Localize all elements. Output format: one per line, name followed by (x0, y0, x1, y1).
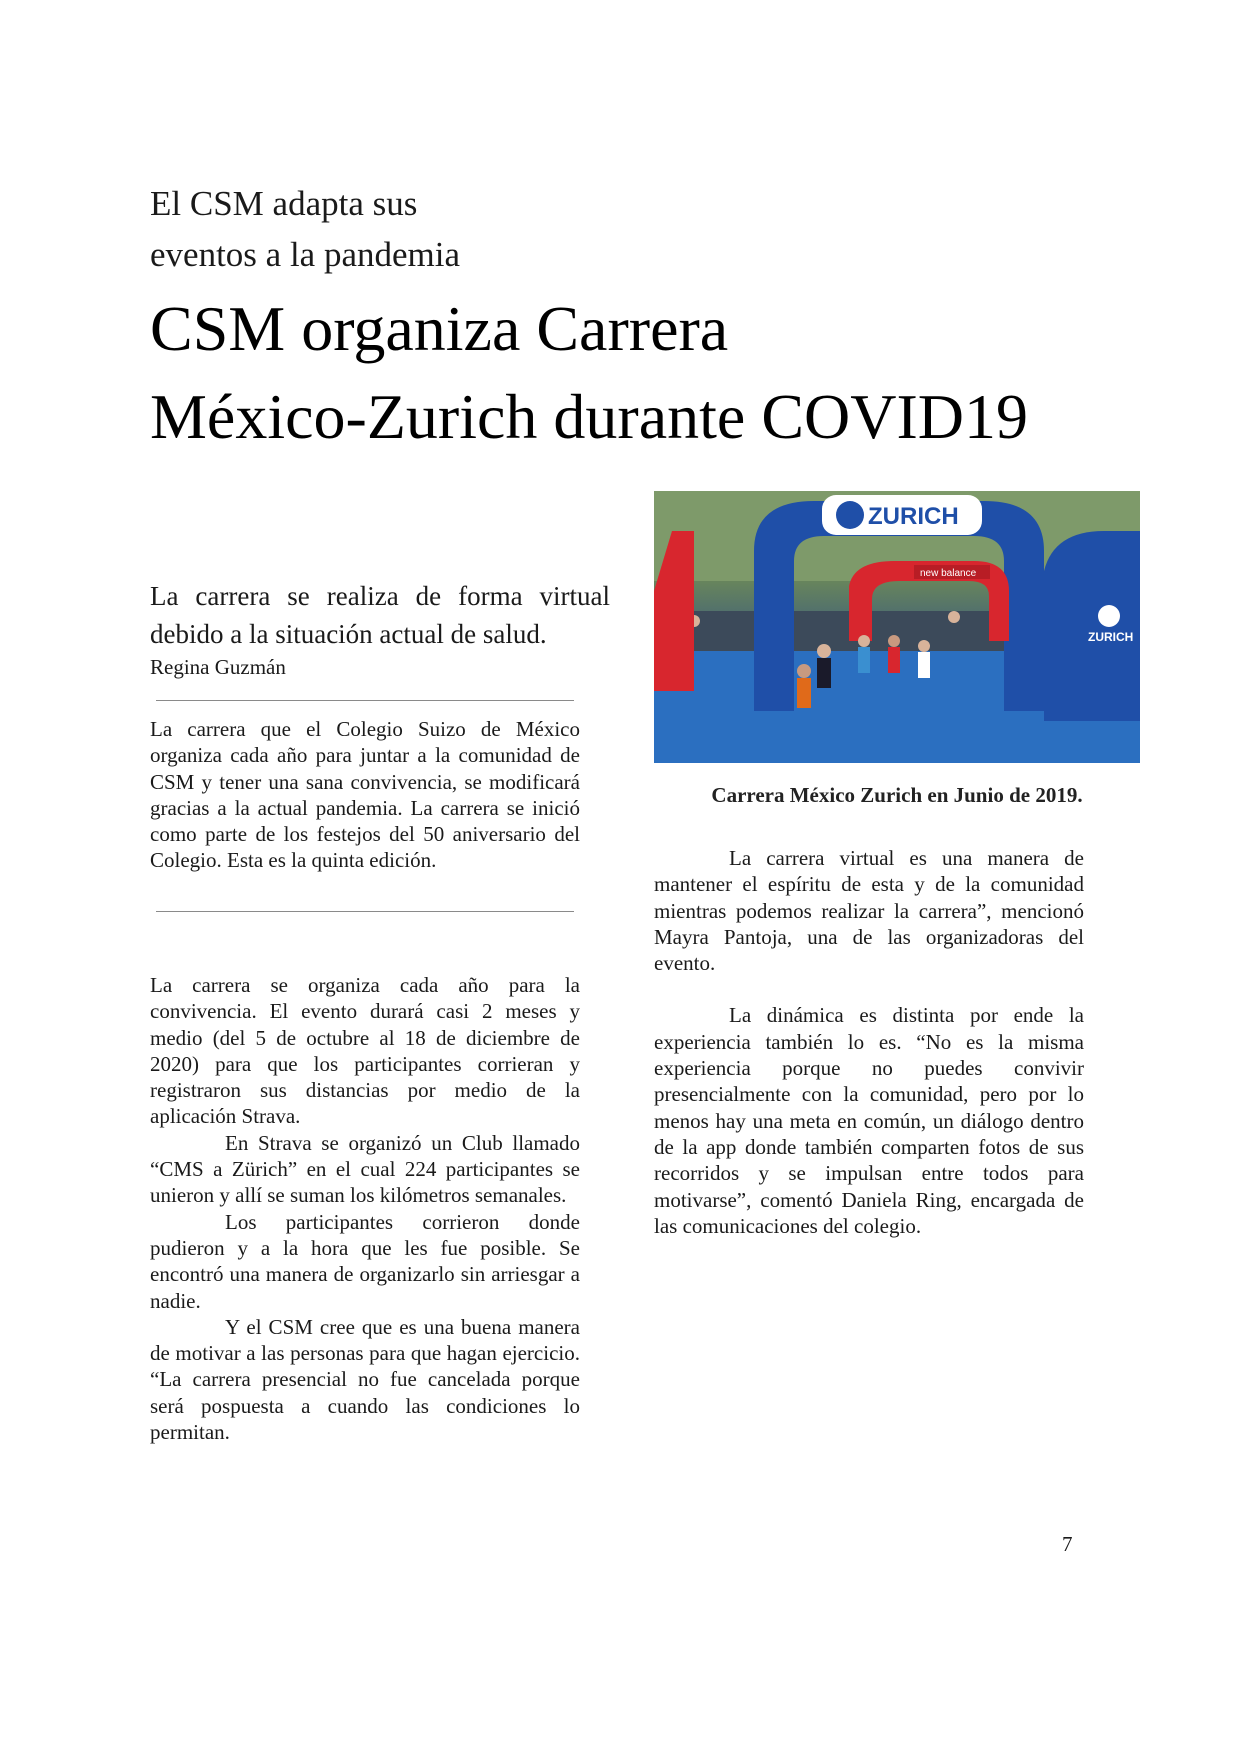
runner (797, 664, 811, 708)
body-paragraph: Y el CSM cree que es una buena manera de motivar a las personas para que hagan ejercicio. “La carrera presencial no fue cancelada porque será pospuesta a cuando las condiciones lo permitan. (150, 1314, 580, 1445)
zurich-logo-icon (836, 501, 864, 529)
body-paragraph: La carrera virtual es una manera de mantener el espíritu de esta y de la comunidad mientras podemos realizar la carrera”, mencionó Mayra Pantoja, una de las organizadoras del evento. (654, 846, 1084, 976)
intro-box (150, 716, 580, 874)
runner (817, 644, 831, 688)
banner-text: new balance (920, 568, 977, 579)
kicker-line-1: El CSM adapta sus (150, 184, 418, 223)
article-headline (150, 285, 1028, 461)
body-paragraph: La carrera se organiza cada año para la convivencia. El evento durará casi 2 meses y medio (del 5 de octubre al 18 de diciembre de 2020) para que los participantes corrieran y registraron sus distancias por medio de la aplicación Strava. (150, 973, 580, 1129)
intro-paragraph: La carrera que el Colegio Suizo de México organiza cada año para juntar a la comunidad de CSM y tener una sana convivencia, se modificará gracias a la actual pandemia. La carrera se inició como parte de los festejos del 50 aniversario del Colegio. Esta es la quinta edición. (150, 717, 580, 873)
runner (918, 640, 930, 678)
article-kicker (150, 178, 460, 280)
kicker-line-2: eventos a la pandemia (150, 235, 461, 274)
headline-line-1: CSM organiza Carrera (150, 293, 729, 364)
left-column-body (150, 972, 580, 1445)
side-brand-text: ZURICH (1088, 630, 1134, 644)
race-photo (654, 491, 1140, 763)
runner (888, 635, 900, 673)
body-paragraph: La dinámica es distinta por ende la experiencia también lo es. “No es la misma experiencia porque no puedes convivir presencialmente con la comunidad, pero por lo menos hay una meta en común, un diálogo dentro de la app donde también comparten fotos de sus recorridos y se impulsan entre todos para motivarse”, comentó Daniela Ring, encargada de las comunicaciones del colegio. (654, 1003, 1084, 1238)
zurich-logo-icon (1098, 605, 1120, 627)
photo-caption: Carrera México Zurich en Junio de 2019. (711, 783, 1083, 807)
headline-line-2: México-Zurich durante COVID19 (150, 381, 1028, 452)
body-paragraph: Los participantes corrieron donde pudieron y a la hora que les fue posible. Se encontró una manera de organizarlo sin arriesgar a nadie. (150, 1209, 580, 1313)
race-photo-illustration (654, 491, 1140, 763)
right-column-body (654, 845, 1084, 1239)
article-lede: La carrera se realiza de forma virtual debido a la situación actual de salud. (150, 581, 610, 649)
divider-top (156, 700, 574, 701)
divider-bottom (156, 911, 574, 912)
runner (858, 635, 870, 673)
body-paragraph: En Strava se organizó un Club llamado “CMS a Zürich” en el cual 224 participantes se unieron y allí se suman los kilómetros semanales. (150, 1130, 580, 1208)
article-author: Regina Guzmán (150, 655, 286, 679)
right-arch (1044, 531, 1140, 721)
arch-brand-text: ZURICH (868, 503, 959, 530)
page-number: 7 (1062, 1532, 1073, 1556)
